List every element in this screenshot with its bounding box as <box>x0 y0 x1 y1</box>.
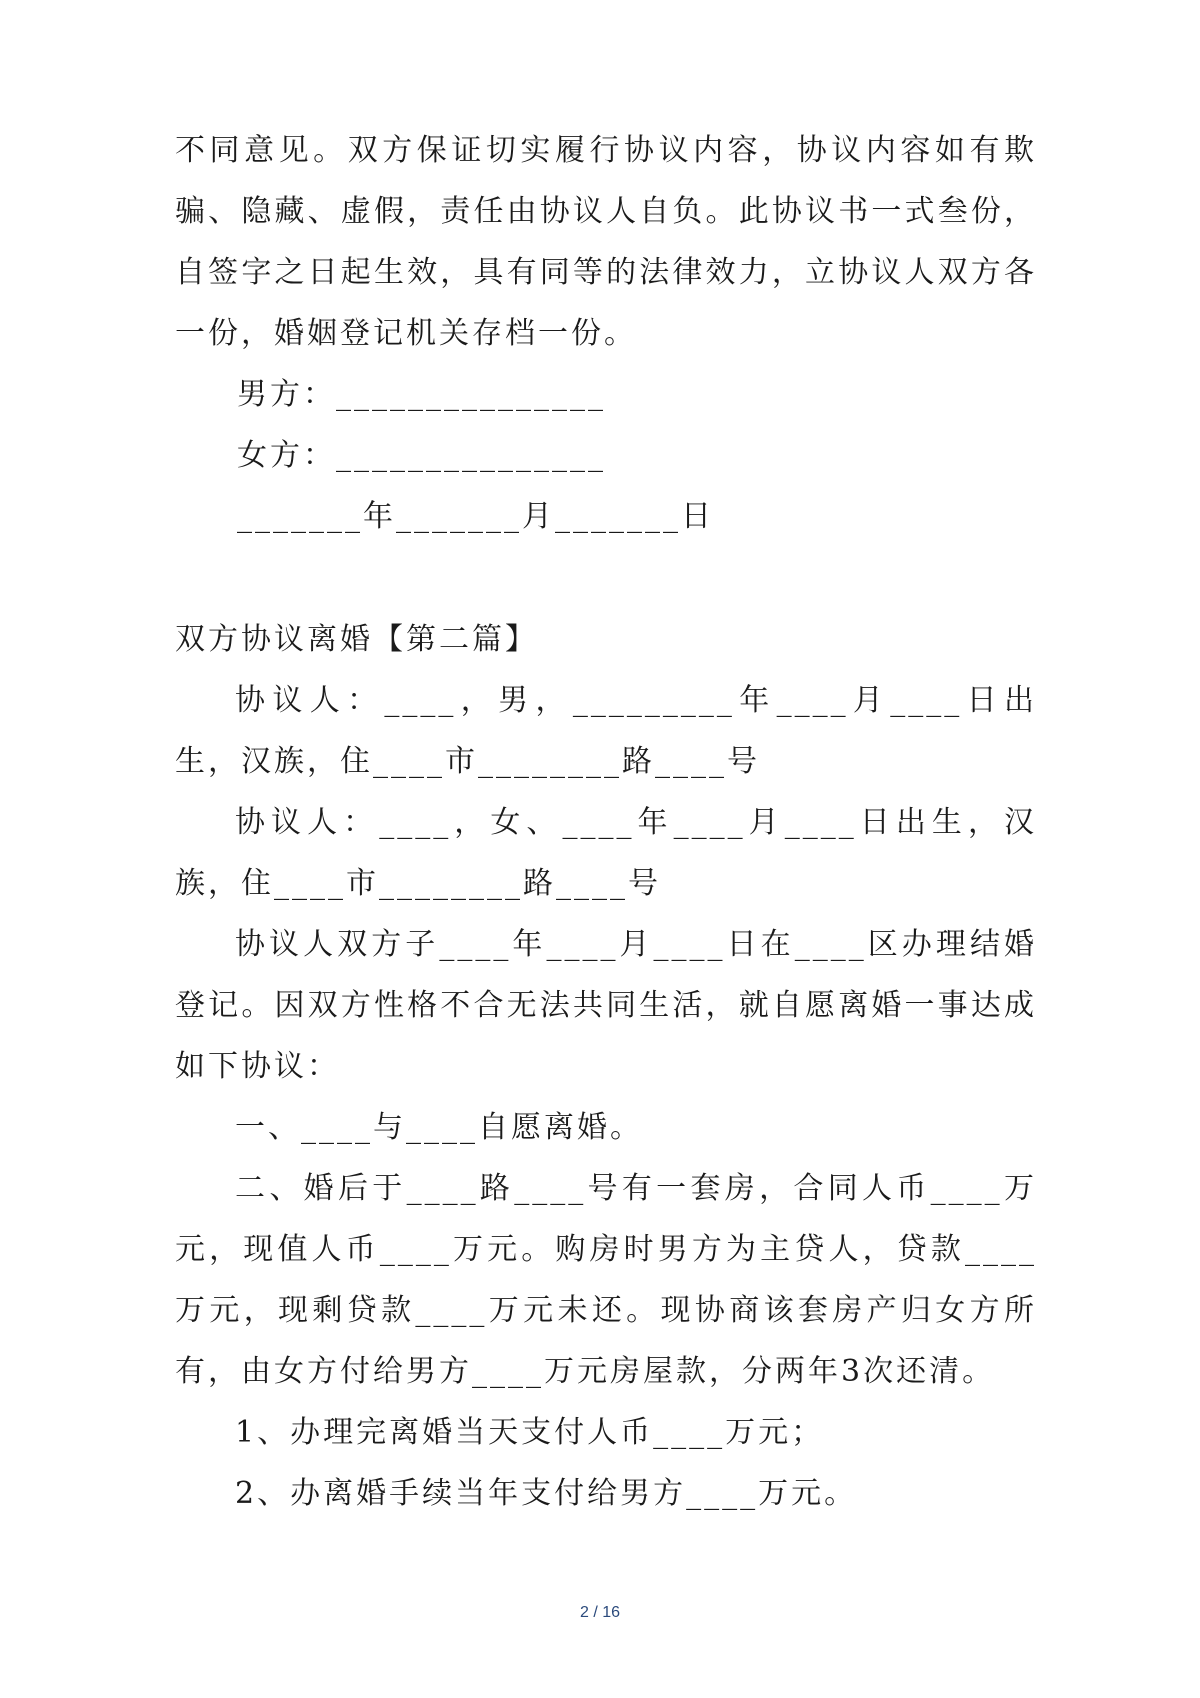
paragraph-clause-two: 二、婚后于____路____号有一套房，合同人币____万元，现值人币____万元。购房时男方为主贷人，贷款____万元，现剩贷款____万元未还。现协商该套房产归女方所有，由女方付给男方____万元房屋款，分两年3次还清。 <box>175 1171 1037 1389</box>
section-spacer <box>175 547 1037 609</box>
paragraph-marriage-registration: 协议人双方子____年____月____日在____区办理结婚登记。因双方性格不合无法共同生活，就自愿离婚一事达成如下协议： <box>175 927 1037 1084</box>
section-title: 双方协议离婚【第二篇】 <box>175 622 538 657</box>
paragraph-payment-one: 1、办理完离婚当天支付人币____万元； <box>235 1415 825 1450</box>
document-body <box>175 120 1037 1524</box>
page-number: 2 / 16 <box>579 1604 621 1621</box>
paragraph-party-female: 协议人：____，女、____年____月____日出生，汉族，住____市________路____号 <box>175 805 1037 901</box>
signature-line-male: 男方：_______________ <box>237 377 606 412</box>
signature-date-line: _______年_______月_______日 <box>237 499 714 534</box>
paragraph-party-male: 协议人：____，男，_________年____月____日出生，汉族，住____市________路____号 <box>175 683 1037 779</box>
signature-line-female: 女方：_______________ <box>237 438 606 473</box>
paragraph-clause-one: 一、____与____自愿离婚。 <box>235 1110 643 1145</box>
paragraph-payment-two: 2、办离婚手续当年支付给男方____万元。 <box>235 1476 858 1511</box>
paragraph-closing-terms: 不同意见。双方保证切实履行协议内容，协议内容如有欺骗、隐藏、虚假，责任由协议人自负。此协议书一式叁份，自签字之日起生效，具有同等的法律效力，立协议人双方各一份，婚姻登记机关存档一份。 <box>175 133 1037 351</box>
